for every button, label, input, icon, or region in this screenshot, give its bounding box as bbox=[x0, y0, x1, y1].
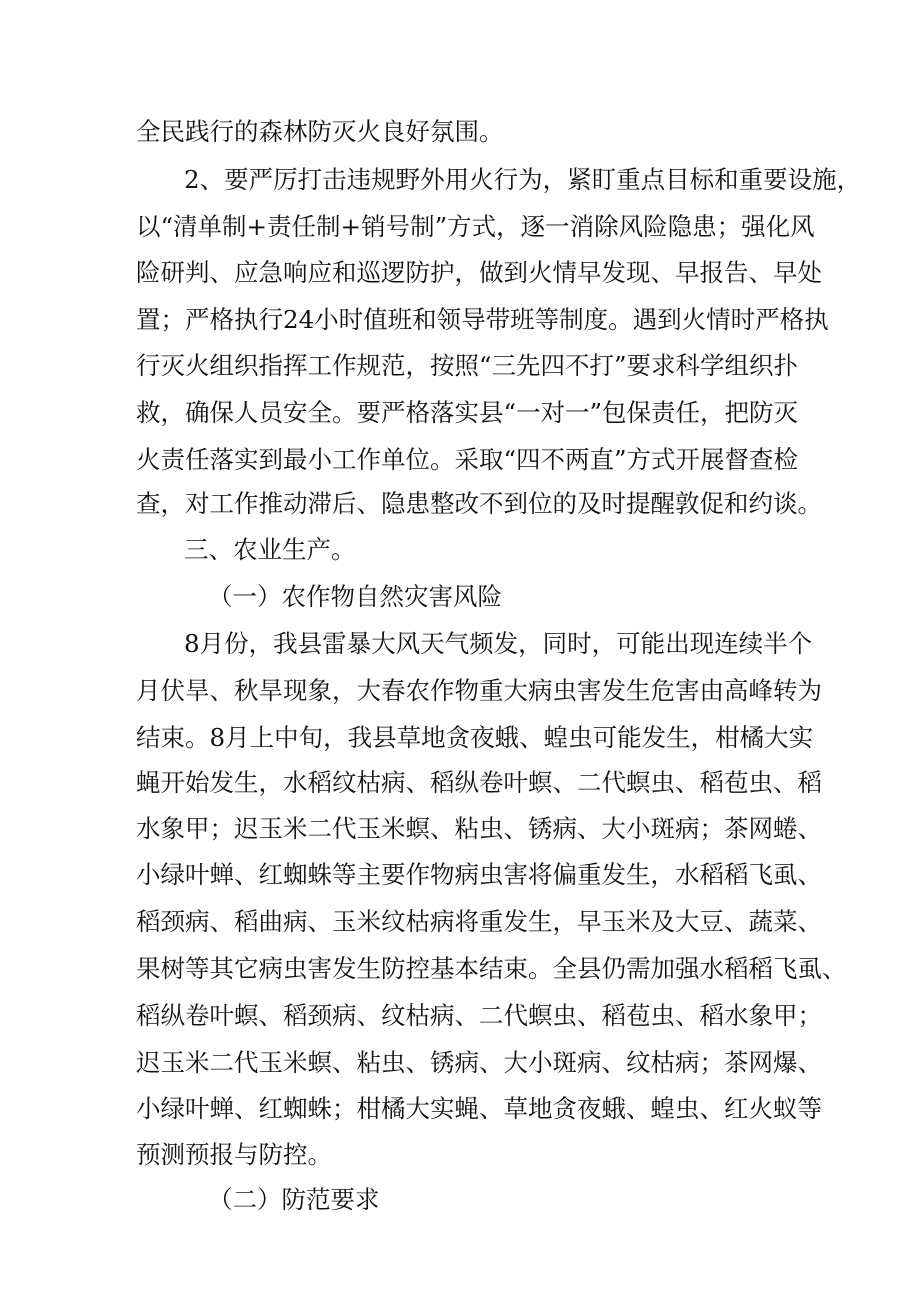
text-line: 蝇开始发生，水稻纹枯病、稻纵卷叶螟、二代螟虫、稻苞虫、稻 bbox=[136, 768, 822, 797]
text-line: 险研判、应急响应和巡逻防护，做到火情早发现、早报告、早处 bbox=[136, 258, 822, 287]
text-line: 小绿叶蝉、红蜘蛛；柑橘大实蝇、草地贪夜蛾、蝗虫、红火蚁等 bbox=[136, 1094, 822, 1123]
text-line: 水象甲；迟玉米二代玉米螟、粘虫、锈病、大小斑病；茶网蜷、 bbox=[136, 814, 822, 843]
text-line: 全民践行的森林防灭火良好氛围。 bbox=[136, 117, 504, 146]
subsection-heading: （二）防范要求 bbox=[208, 1185, 380, 1214]
text-line: 以“清单制+责任制+销号制”方式，逐一消除风险隐患；强化风 bbox=[136, 212, 815, 241]
subsection-heading: （一）农作物自然灾害风险 bbox=[208, 582, 502, 611]
text-line: 果树等其它病虫害发生防控基本结束。全县仍需加强水稻稻飞虱、 bbox=[136, 954, 847, 983]
text-line: 稻纵卷叶螟、稻颈病、纹枯病、二代螟虫、稻苞虫、稻水象甲； bbox=[136, 1001, 822, 1030]
text-line: 行灭火组织指挥工作规范，按照“三先四不打”要求科学组织扑 bbox=[136, 351, 799, 380]
text-line: 2、要严厉打击违规野外用火行为，紧盯重点目标和重要设施， bbox=[184, 165, 862, 194]
text-line: 月伏旱、秋旱现象，大春农作物重大病虫害发生危害由高峰转为 bbox=[136, 676, 822, 705]
text-line: 救，确保人员安全。要严格落实县“一对一”包保责任，把防灭 bbox=[136, 398, 799, 427]
text-line: 查，对工作推动滞后、隐患整改不到位的及时提醒敦促和约谈。 bbox=[136, 489, 822, 518]
text-line: 稻颈病、稻曲病、玉米纹枯病将重发生，早玉米及大豆、蔬菜、 bbox=[136, 907, 822, 936]
text-line: 结束。8月上中旬，我县草地贪夜蛾、蝗虫可能发生，柑橘大实 bbox=[136, 723, 814, 752]
text-line: 火责任落实到最小工作单位。采取“四不两直”方式开展督查检 bbox=[136, 445, 799, 474]
text-line: 迟玉米二代玉米螟、粘虫、锈病、大小斑病、纹枯病；茶网爆、 bbox=[136, 1048, 822, 1077]
text-line: 小绿叶蝉、红蜘蛛等主要作物病虫害将偏重发生，水稻稻飞虱、 bbox=[136, 860, 822, 889]
text-line: 置；严格执行24小时值班和领导带班等制度。遇到火情时严格执 bbox=[136, 305, 829, 334]
text-line: 8月份，我县雷暴大风天气频发，同时，可能出现连续半个 bbox=[184, 629, 813, 658]
text-line: 预测预报与防控。 bbox=[136, 1140, 332, 1169]
section-heading: 三、农业生产。 bbox=[184, 535, 356, 564]
